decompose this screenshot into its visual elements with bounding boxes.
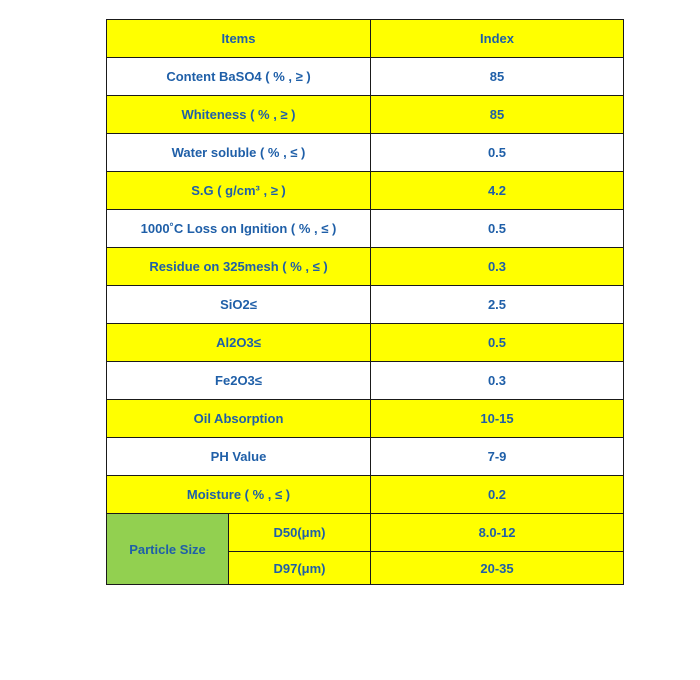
table-row [107,96,624,134]
table-row [107,438,624,476]
table-row [107,324,624,362]
particle-sub-label: D97(μm) [229,552,371,585]
row-label: Fe2O3≤ [107,362,371,400]
table-row [107,134,624,172]
row-label: Content BaSO4 ( % , ≥ ) [107,58,371,96]
row-value: 0.3 [371,362,624,400]
row-value: 0.5 [371,210,624,248]
row-value: 10-15 [371,400,624,438]
row-value: 85 [371,58,624,96]
row-label: Moisture ( % , ≤ ) [107,476,371,514]
header-items: Items [107,20,371,58]
row-value: 0.3 [371,248,624,286]
row-value: 0.2 [371,476,624,514]
table-row [107,210,624,248]
header-row [107,20,624,58]
particle-size-label: Particle Size [107,514,229,585]
row-label: Oil Absorption [107,400,371,438]
row-label: SiO2≤ [107,286,371,324]
row-value: 4.2 [371,172,624,210]
table-row [107,172,624,210]
particle-sub-value: 8.0-12 [371,514,624,552]
row-value: 0.5 [371,324,624,362]
table-row [107,58,624,96]
table-row [107,286,624,324]
table-row [107,400,624,438]
row-label: Residue on 325mesh ( % , ≤ ) [107,248,371,286]
particle-sub-label: D50(μm) [229,514,371,552]
row-label: 1000˚C Loss on Ignition ( % , ≤ ) [107,210,371,248]
spec-table [106,19,624,585]
row-label: Al2O3≤ [107,324,371,362]
row-value: 0.5 [371,134,624,172]
table-row [107,248,624,286]
particle-row-d50 [107,514,624,552]
row-value: 7-9 [371,438,624,476]
row-label: S.G ( g/cm³ , ≥ ) [107,172,371,210]
row-value: 2.5 [371,286,624,324]
row-label: Whiteness ( % , ≥ ) [107,96,371,134]
row-label: Water soluble ( % , ≤ ) [107,134,371,172]
row-value: 85 [371,96,624,134]
header-index: Index [371,20,624,58]
particle-sub-value: 20-35 [371,552,624,585]
spec-table-body [107,20,624,585]
table-row [107,476,624,514]
table-row [107,362,624,400]
row-label: PH Value [107,438,371,476]
